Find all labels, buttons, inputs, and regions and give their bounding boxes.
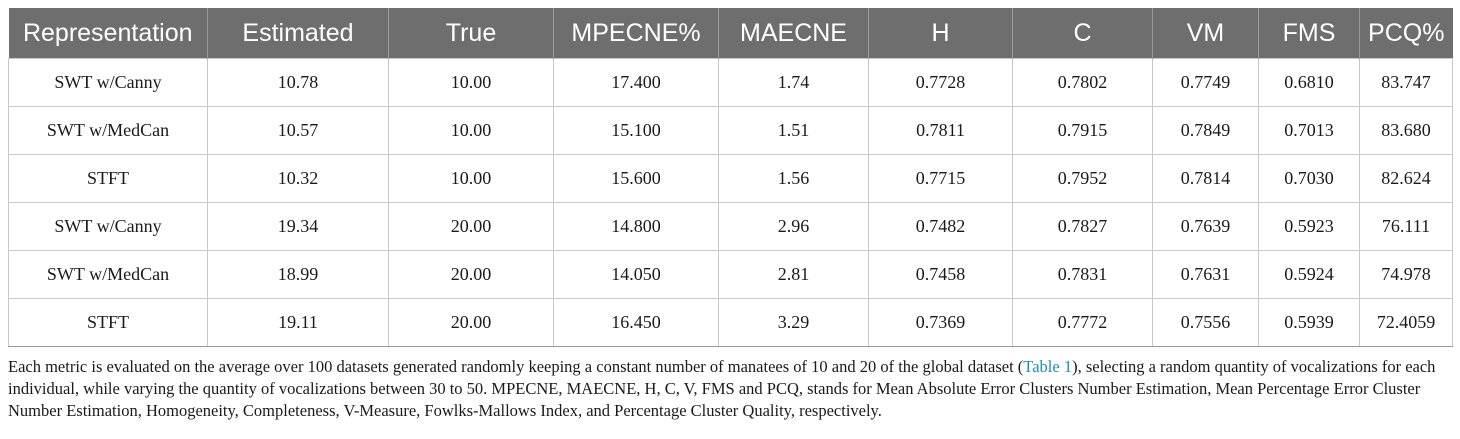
column-header-h: H [869, 8, 1013, 59]
cell-maecne: 1.56 [719, 155, 869, 203]
cell-vm: 0.7814 [1153, 155, 1259, 203]
footnote-text-before: Each metric is evaluated on the average over 100 datasets generated randomly keeping a constant number of manatees of 10 and 20 of the global dataset ( [8, 357, 1024, 376]
cell-vm: 0.7849 [1153, 107, 1259, 155]
cell-estimated: 19.11 [208, 299, 389, 347]
table-row [9, 203, 1453, 251]
cell-true: 20.00 [389, 299, 554, 347]
cell-mpecne: 17.400 [554, 59, 719, 107]
cell-h: 0.7458 [869, 251, 1013, 299]
cell-c: 0.7802 [1013, 59, 1153, 107]
cell-pcq: 72.4059 [1360, 299, 1453, 347]
column-header-pcq: PCQ% [1360, 8, 1453, 59]
table-footnote [8, 356, 1452, 422]
cell-mpecne: 14.800 [554, 203, 719, 251]
cell-h: 0.7369 [869, 299, 1013, 347]
cell-vm: 0.7639 [1153, 203, 1259, 251]
column-header-fms: FMS [1259, 8, 1360, 59]
cell-true: 10.00 [389, 107, 554, 155]
column-header-c: C [1013, 8, 1153, 59]
cell-representation: STFT [9, 155, 208, 203]
cell-representation: SWT w/Canny [9, 59, 208, 107]
table-row [9, 59, 1453, 107]
table-row [9, 107, 1453, 155]
cell-representation: SWT w/MedCan [9, 251, 208, 299]
table-row [9, 155, 1453, 203]
cell-c: 0.7827 [1013, 203, 1153, 251]
cell-mpecne: 15.600 [554, 155, 719, 203]
cell-maecne: 3.29 [719, 299, 869, 347]
column-header-vm: VM [1153, 8, 1259, 59]
cell-estimated: 10.78 [208, 59, 389, 107]
cell-true: 10.00 [389, 59, 554, 107]
cell-h: 0.7728 [869, 59, 1013, 107]
cell-pcq: 83.680 [1360, 107, 1453, 155]
cell-pcq: 76.111 [1360, 203, 1453, 251]
cell-mpecne: 14.050 [554, 251, 719, 299]
cell-vm: 0.7631 [1153, 251, 1259, 299]
cell-estimated: 10.57 [208, 107, 389, 155]
cell-true: 20.00 [389, 251, 554, 299]
cell-c: 0.7915 [1013, 107, 1153, 155]
cell-h: 0.7482 [869, 203, 1013, 251]
cell-pcq: 83.747 [1360, 59, 1453, 107]
cell-maecne: 1.51 [719, 107, 869, 155]
cell-true: 10.00 [389, 155, 554, 203]
column-header-representation: Representation [9, 8, 208, 59]
cell-representation: STFT [9, 299, 208, 347]
table-row [9, 251, 1453, 299]
column-header-mpecne: MPECNE% [554, 8, 719, 59]
cell-pcq: 74.978 [1360, 251, 1453, 299]
results-table-figure [8, 8, 1452, 439]
cell-pcq: 82.624 [1360, 155, 1453, 203]
cell-h: 0.7715 [869, 155, 1013, 203]
table-row [9, 299, 1453, 347]
cell-c: 0.7952 [1013, 155, 1153, 203]
cell-estimated: 10.32 [208, 155, 389, 203]
cell-maecne: 2.81 [719, 251, 869, 299]
cell-mpecne: 16.450 [554, 299, 719, 347]
cell-h: 0.7811 [869, 107, 1013, 155]
column-header-estimated: Estimated [208, 8, 389, 59]
cell-fms: 0.7013 [1259, 107, 1360, 155]
cell-representation: SWT w/MedCan [9, 107, 208, 155]
cell-vm: 0.7749 [1153, 59, 1259, 107]
cell-fms: 0.7030 [1259, 155, 1360, 203]
results-table [8, 8, 1453, 347]
footnote-text-after: ), selecting a random quantity of vocalizations for each individual, while varying the quantity of vocalizations between 30 to 50. MPECNE, MAECNE, H, C, V, FMS and PCQ, stands for Mean Absolute Error Clusters Number Estimation, Mean Percentage Error Cluster Number Estimation, Homogeneity, Completeness, V-Measure, Fowlks-Mallows Index, and Percentage Cluster Quality, respectively. [8, 357, 1436, 420]
table-1-link[interactable]: Table 1 [1023, 357, 1073, 376]
cell-maecne: 2.96 [719, 203, 869, 251]
column-header-maecne: MAECNE [719, 8, 869, 59]
table-header-row [9, 8, 1453, 59]
cell-estimated: 19.34 [208, 203, 389, 251]
cell-c: 0.7831 [1013, 251, 1153, 299]
column-header-true: True [389, 8, 554, 59]
cell-fms: 0.5924 [1259, 251, 1360, 299]
cell-true: 20.00 [389, 203, 554, 251]
cell-estimated: 18.99 [208, 251, 389, 299]
cell-vm: 0.7556 [1153, 299, 1259, 347]
cell-c: 0.7772 [1013, 299, 1153, 347]
cell-fms: 0.6810 [1259, 59, 1360, 107]
cell-fms: 0.5939 [1259, 299, 1360, 347]
cell-mpecne: 15.100 [554, 107, 719, 155]
cell-maecne: 1.74 [719, 59, 869, 107]
cell-representation: SWT w/Canny [9, 203, 208, 251]
cell-fms: 0.5923 [1259, 203, 1360, 251]
